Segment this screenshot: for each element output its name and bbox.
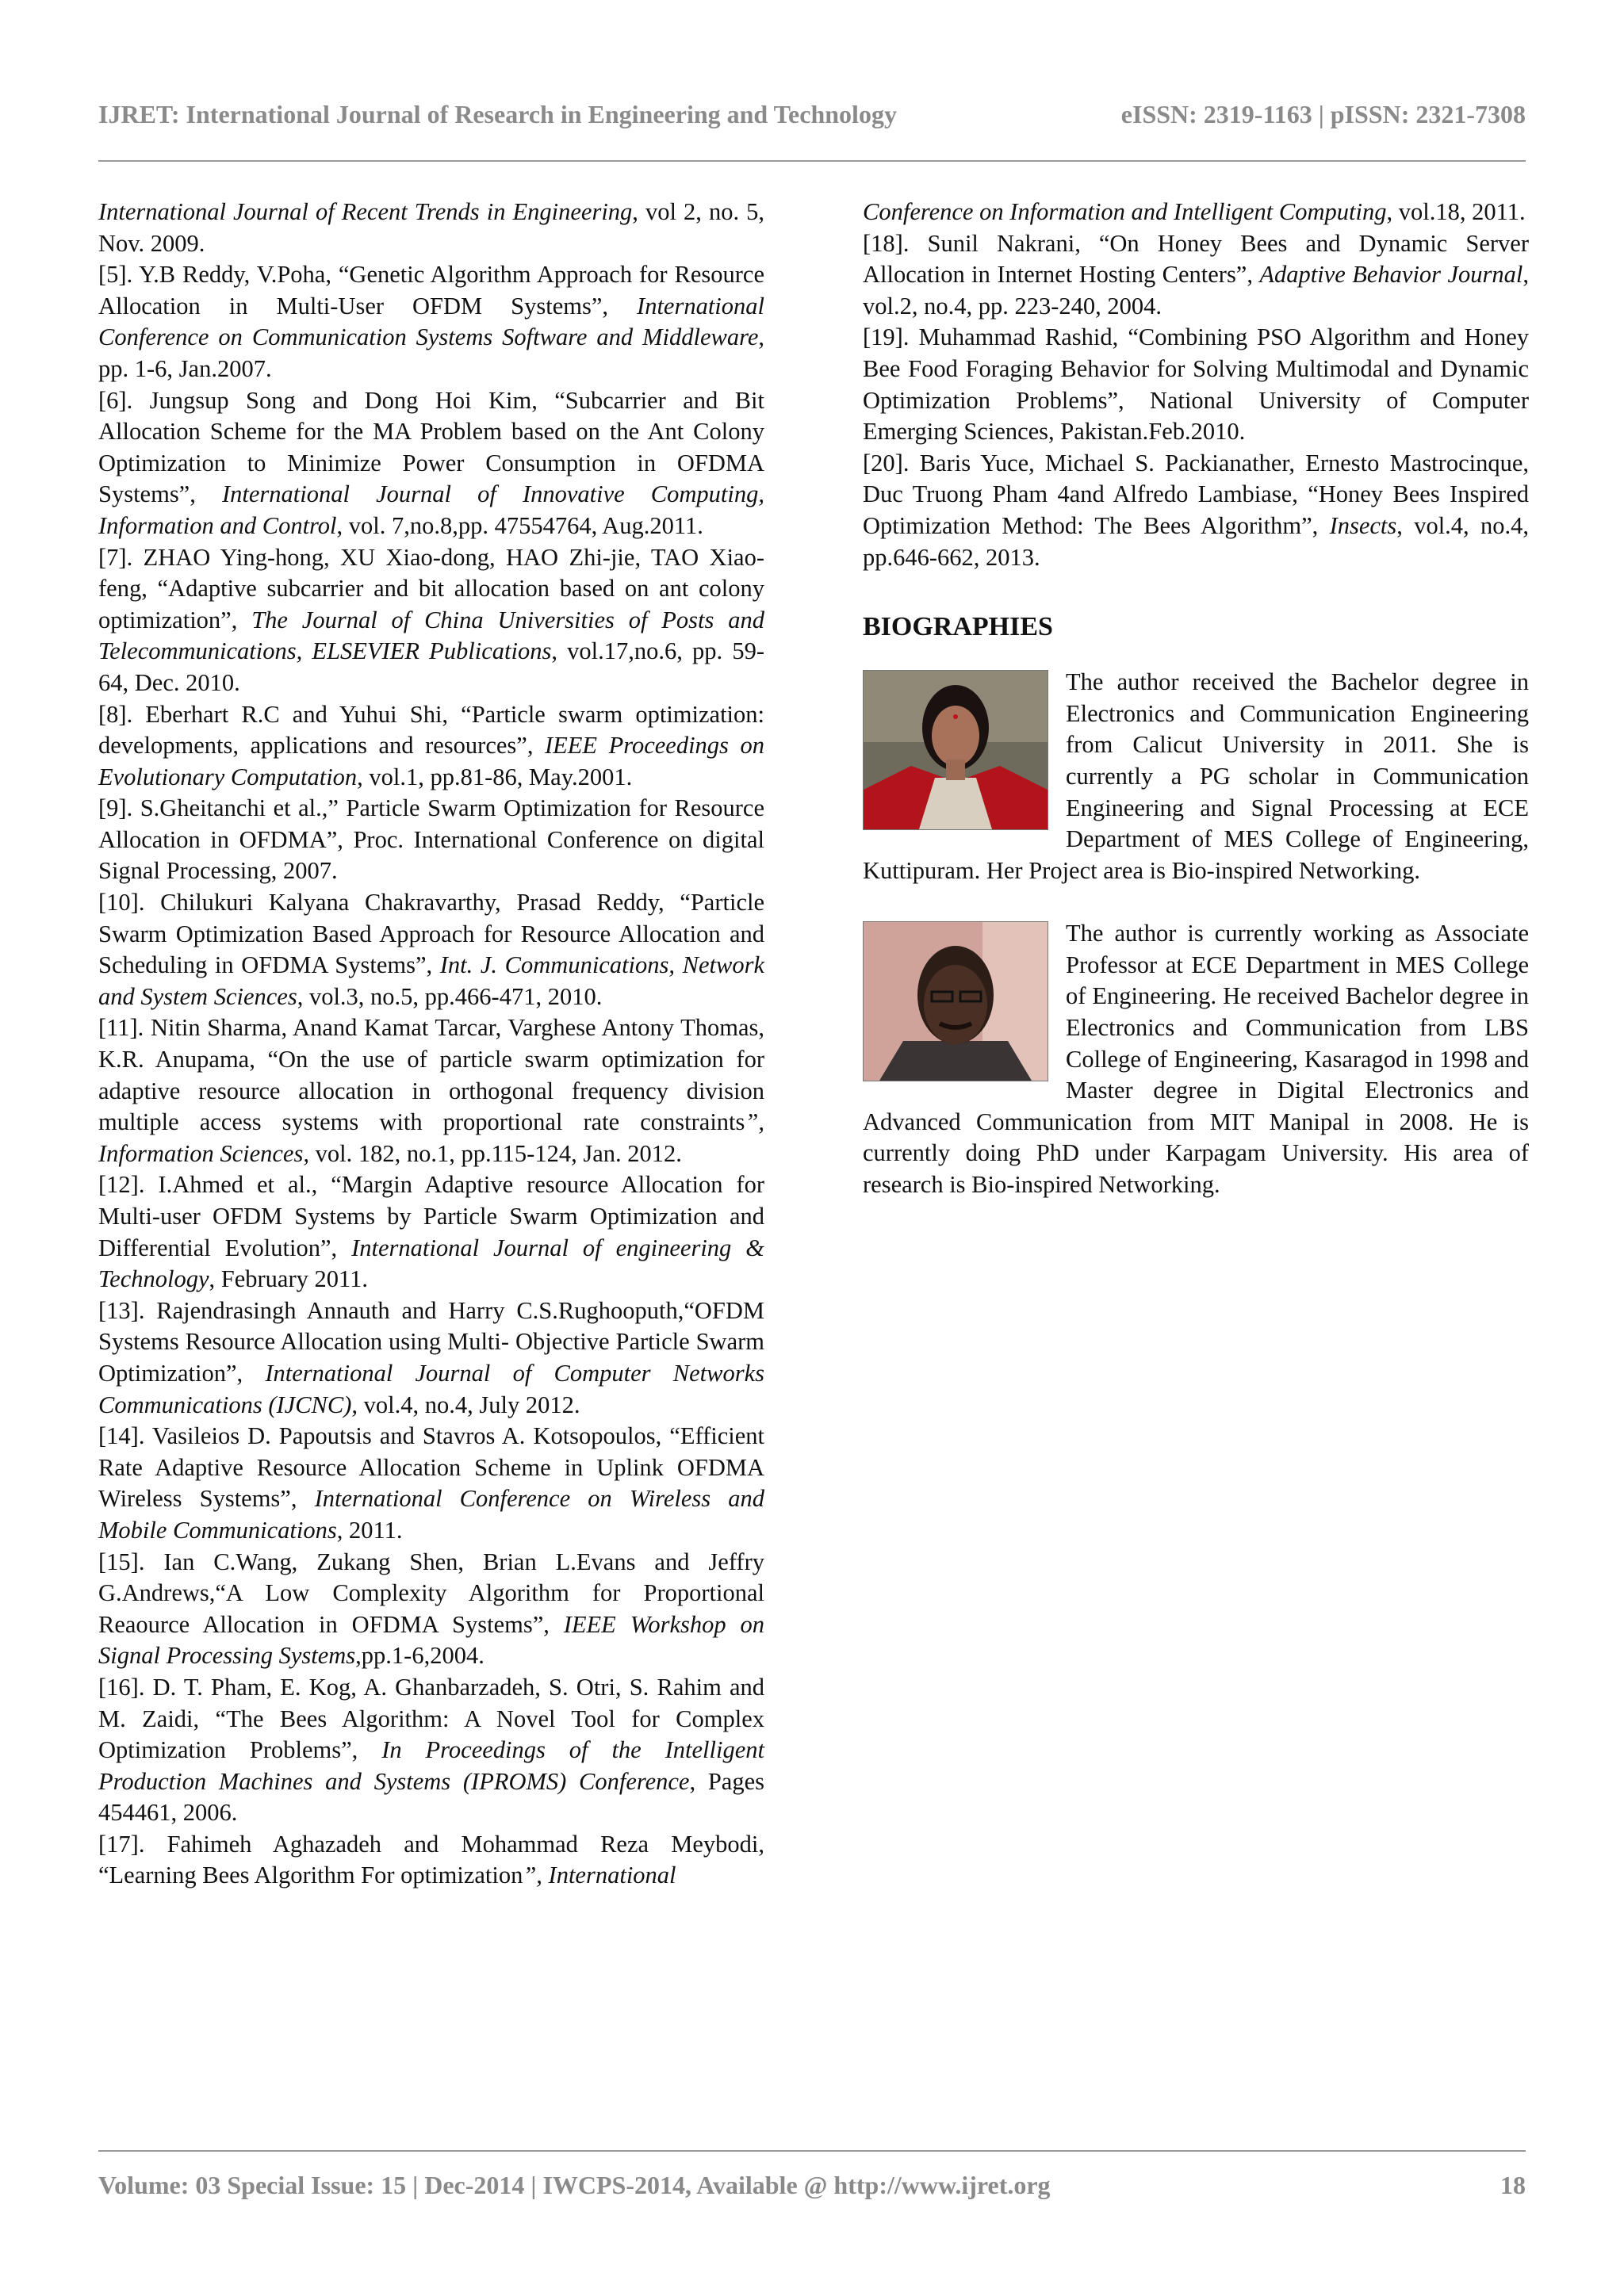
reference-entry xyxy=(863,228,1529,323)
left-column xyxy=(98,197,764,1892)
reference-entry xyxy=(98,793,764,887)
reference-source: Insects xyxy=(1329,511,1397,539)
reference-entry xyxy=(98,1012,764,1169)
reference-text: [5]. Y.B Reddy, V.Poha, “Genetic Algorithm Approach for Resource Allocation in Multi-User OFDM Systems”, xyxy=(98,261,764,320)
reference-text: , vol.3, no.5, pp.466-471, 2010. xyxy=(297,982,603,1010)
reference-text: [10]. Chilukuri Kalyana Chakravarthy, Prasad Reddy, “Particle Swarm Optimization Based Approach for Resource Allocation and Scheduling in OFDMA Systems”, xyxy=(98,889,764,979)
reference-text: ,pp.1-6,2004. xyxy=(355,1642,485,1670)
page-footer xyxy=(98,2171,1526,2210)
reference-entry xyxy=(863,448,1529,573)
reference-text: , vol.18, 2011. xyxy=(1386,198,1526,225)
reference-text: vol.4, no.4, July 2012. xyxy=(358,1391,580,1418)
reference-text: , vol.1, pp.81-86, May.2001. xyxy=(357,763,633,790)
reference-source: International Journal of Innovative Computing, Information and Control xyxy=(98,480,764,539)
reference-text: [13]. Rajendrasingh Annauth and Harry C.S.Rughooputh,“OFDM Systems Resource Allocation using Multi- Objective Particle Swarm Optimization”, xyxy=(98,1296,764,1387)
reference-text: [11]. Nitin Sharma, Anand Kamat Tarcar, Varghese Antony Thomas, K.R. Anupama, “On the use of particle swarm optimization for adaptive resource allocation in orthogonal frequency division multiple access systems with proportional rate constraints xyxy=(98,1014,764,1136)
reference-source: International Journal of Computer Networks Communications (IJCNC), xyxy=(98,1359,764,1418)
reference-entry xyxy=(98,887,764,1012)
reference-text: , vol.4, no.4, pp.646-662, 2013. xyxy=(863,511,1529,571)
footer-rule xyxy=(98,2150,1526,2152)
author-1-photo xyxy=(863,670,1048,830)
reference-entry xyxy=(98,699,764,794)
reference-text: [9]. S.Gheitanchi et al.,” Particle Swarm Optimization for Resource Allocation in OFDMA”, Proc. International Conference on digital Signal Processing, 2007. xyxy=(98,794,764,885)
reference-text: [12]. I.Ahmed et al., “Margin Adaptive resource Allocation for Multi-user OFDM Systems by Particle Swarm Optimization and Differential Evolution”, xyxy=(98,1171,764,1261)
reference-entry xyxy=(98,1295,764,1421)
header-rule xyxy=(98,160,1526,162)
reference-text: [8]. Eberhart R.C and Yuhui Shi, “Particle swarm optimization: developments, applications and resources”, xyxy=(98,700,764,760)
author-2-photo xyxy=(863,921,1048,1081)
reference-source: Int. J. Communications, Network and System Sciences xyxy=(98,951,764,1010)
reference-entry xyxy=(98,1421,764,1546)
volume-info: Volume: 03 Special Issue: 15 | Dec-2014 | IWCPS-2014, Available @ http://www.ijret.org xyxy=(98,2171,1051,2199)
reference-entry xyxy=(98,385,764,542)
journal-title: IJRET: International Journal of Research in Engineering and Technology xyxy=(98,100,897,128)
reference-entry xyxy=(98,1672,764,1829)
reference-text: , pp. 1-6, Jan.2007. xyxy=(98,323,764,382)
reference-text: [19]. Muhammad Rashid, “Combining PSO Algorithm and Honey Bee Food Foraging Behavior for Solving Multimodal and Dynamic Optimization Problems”, National University of Computer Emerging Sciences, Pakistan.Feb.2010. xyxy=(863,323,1529,446)
reference-source: Conference on Information and Intelligent Computing xyxy=(863,198,1387,225)
reference-entry xyxy=(98,1169,764,1295)
reference-entry xyxy=(98,1829,764,1892)
reference-source: International Conference on Communication Systems Software and Middleware xyxy=(98,292,764,351)
reference-text: vol. 182, no.1, pp.115-124, Jan. 2012. xyxy=(308,1139,682,1167)
page-header xyxy=(98,95,1526,143)
reference-entry xyxy=(98,542,764,699)
reference-source: International Journal of engineering & Technology xyxy=(98,1234,764,1293)
reference-entry xyxy=(863,322,1529,447)
reference-source: The Journal of China Universities of Posts and Telecommunications, ELSEVIER Publications xyxy=(98,606,764,665)
reference-text: , vol. 7,no.8,pp. 47554764, Aug.2011. xyxy=(336,511,703,539)
reference-source: International Journal of Recent Trends in Engineering xyxy=(98,198,633,225)
reference-text: [6]. Jungsup Song and Dong Hoi Kim, “Subcarrier and Bit Allocation Scheme for the MA Problem based on the Ant Colony Optimization to Minimize Power Consumption in OFDMA Systems”, xyxy=(98,386,764,508)
reference-text: , February 2011. xyxy=(209,1265,368,1293)
reference-text: [7]. ZHAO Ying-hong, XU Xiao-dong, HAO Zhi-jie, TAO Xiao-feng, “Adaptive subcarrier and bit allocation based on ant colony optimization”, xyxy=(98,543,764,633)
reference-text: , vol 2, no. 5, Nov. 2009. xyxy=(98,198,764,257)
reference-source: ”, Information Sciences, xyxy=(98,1108,764,1167)
reference-text: , vol.17,no.6, pp. 59-64, Dec. 2010. xyxy=(98,637,764,696)
reference-text: [18]. Sunil Nakrani, “On Honey Bees and Dynamic Server Allocation in Internet Hosting Centers”, xyxy=(863,229,1529,289)
reference-entry xyxy=(98,1547,764,1672)
reference-source: In Proceedings of the Intelligent Production Machines and Systems (IPROMS) Conference xyxy=(98,1736,764,1795)
reference-text: [20]. Baris Yuce, Michael S. Packianather, Ernesto Mastrocinque, Duc Truong Pham 4and Alfredo Lambiase, “Honey Bees Inspired Optimization Method: The Bees Algorithm”, xyxy=(863,449,1529,539)
right-column xyxy=(863,197,1529,1201)
page-number: 18 xyxy=(1500,2171,1526,2199)
reference-text: [16]. D. T. Pham, E. Kog, A. Ghanbarzadeh, S. Otri, S. Rahim and M. Zaidi, “The Bees Algorithm: A Novel Tool for Complex Optimization Problems”, xyxy=(98,1673,764,1764)
reference-text: [14]. Vasileios D. Papoutsis and Stavros A. Kotsopoulos, “Efficient Rate Adaptive Resource Allocation Scheme in Uplink OFDMA Wireless Systems”, xyxy=(98,1422,764,1513)
reference-source: IEEE Workshop on Signal Processing Systems xyxy=(98,1610,764,1670)
biography-2 xyxy=(863,918,1529,1200)
reference-entry xyxy=(98,197,764,259)
reference-text: , vol.2, no.4, pp. 223-240, 2004. xyxy=(863,261,1529,320)
biography-1 xyxy=(863,667,1529,886)
reference-list-left xyxy=(98,197,764,1892)
reference-source: ”, International xyxy=(523,1862,676,1889)
reference-text: [17]. Fahimeh Aghazadeh and Mohammad Reza Meybodi, “Learning Bees Algorithm For optimization xyxy=(98,1830,764,1889)
biographies-heading: BIOGRAPHIES xyxy=(863,612,1053,642)
biography-1-text: The author received the Bachelor degree in Electronics and Communication Engineering from Calicut University in 2011. She is currently a PG scholar in Communication Engineering and Signal Processing at ECE Department of MES College of Engineering, Kuttipuram. Her Project area is Bio-inspired Networking. xyxy=(863,668,1529,884)
reference-text: [15]. Ian C.Wang, Zukang Shen, Brian L.Evans and Jeffry G.Andrews,“A Low Complexity Algorithm for Proportional Reaource Allocation in OFDMA Systems”, xyxy=(98,1548,764,1638)
reference-list-right xyxy=(863,197,1529,573)
reference-source: IEEE Proceedings on Evolutionary Computation xyxy=(98,732,764,790)
reference-source: International Conference on Wireless and Mobile Communications xyxy=(98,1485,764,1544)
reference-text: , 2011. xyxy=(336,1516,403,1544)
reference-entry xyxy=(98,259,764,385)
reference-text: , Pages 454461, 2006. xyxy=(98,1767,764,1827)
reference-entry xyxy=(863,197,1529,228)
issn-info: eISSN: 2319-1163 | pISSN: 2321-7308 xyxy=(1120,100,1526,128)
biography-2-text: The author is currently working as Associate Professor at ECE Department in MES College of Engineering. He received Bachelor degree in Electronics and Communication from LBS College of Engineering, Kasaragod in 1998 and Master degree in Digital Electronics and Advanced Communication from MIT Manipal in 2008. He is currently doing PhD under Karpagam University. His area of research is Bio-inspired Networking. xyxy=(863,920,1529,1199)
reference-source: Adaptive Behavior Journal xyxy=(1259,261,1523,289)
